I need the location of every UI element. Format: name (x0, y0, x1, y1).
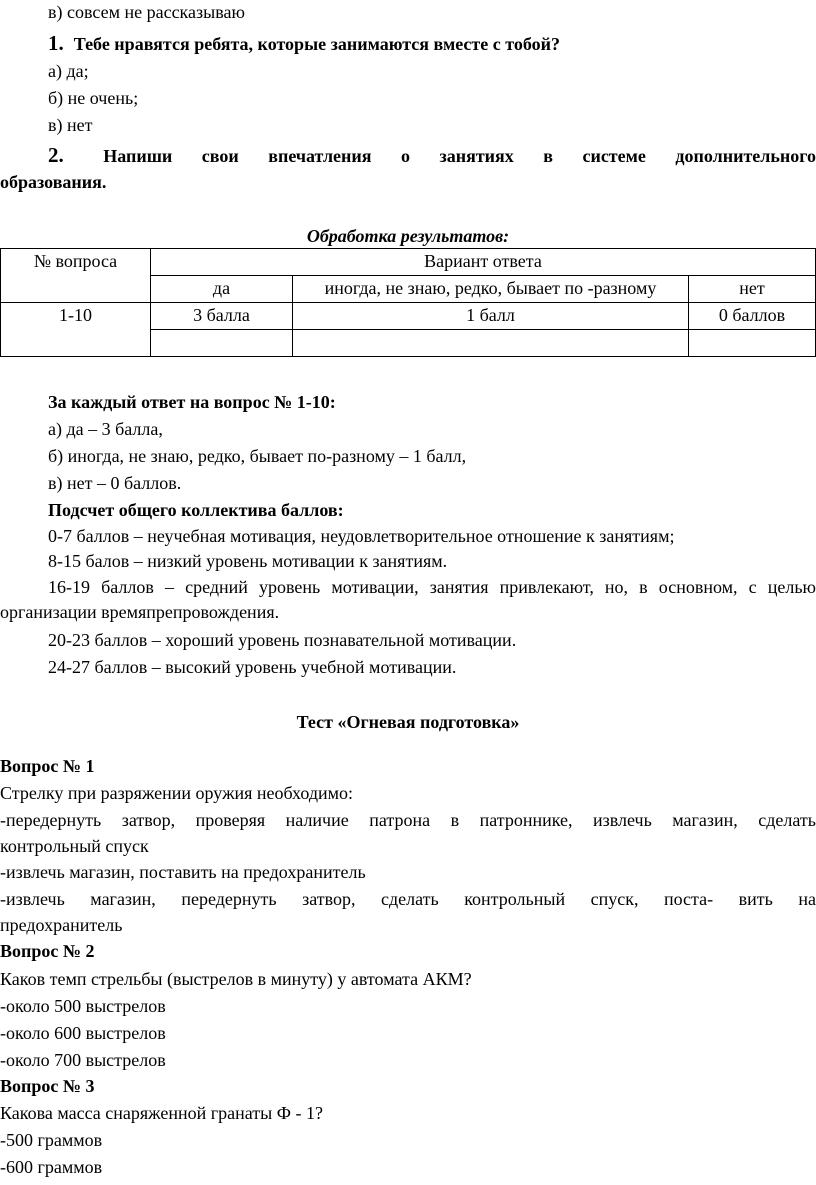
header-no: нет (689, 276, 816, 303)
answer-option: -500 граммов (0, 1130, 103, 1150)
header-variant: Вариант ответа (151, 249, 816, 276)
question-title: Вопрос № 1 (0, 756, 95, 776)
scoring-item: в) нет – 0 баллов. (48, 473, 182, 493)
answer-option: -около 500 выстрелов (0, 996, 166, 1016)
answer-option-cont: предохранитель (0, 915, 123, 935)
level-item-cont: организации времяпрепровождения. (0, 602, 280, 622)
level-item: 8-15 балов – низкий уровень мотивации к занятиям. (48, 551, 448, 571)
results-table (0, 248, 816, 357)
option-text: в) нет (48, 115, 93, 135)
header-question: № вопроса (1, 249, 151, 303)
level-item: 0-7 баллов – неучебная мотивация, неудовлетворительное отношение к занятиям; (48, 526, 675, 546)
question-text: Напиши свои впечатления о занятиях в системе дополнительного (103, 146, 816, 166)
question-number: 1. (48, 31, 64, 55)
test-title: Тест «Огневая подготовка» (296, 712, 520, 732)
answer-option-cont: контрольный спуск (0, 836, 149, 856)
results-title: Обработка результатов: (306, 226, 510, 246)
answer-option: -извлечь магазин, поставить на предохранитель (0, 862, 366, 882)
option-text: а) да; (48, 61, 89, 81)
scoring-item: а) да – 3 балла, (48, 419, 163, 439)
option-text: б) не очень; (48, 88, 139, 108)
question-text: Каков темп стрельбы (выстрелов в минуту) у автомата АКМ? (0, 969, 472, 989)
empty-cell (151, 330, 293, 357)
answer-option: -извлечь магазин, передернуть затвор, сделать контрольный спуск, поста- вить на (0, 889, 816, 909)
scoring-item: б) иногда, не знаю, редко, бывает по-разному – 1 балл, (48, 446, 467, 466)
header-sometimes: иногда, не знаю, редко, бывает по -разному (293, 276, 689, 303)
question-number: 2. (48, 143, 64, 167)
level-item: 24-27 баллов – высокий уровень учебной мотивации. (48, 657, 457, 677)
option-text: в) совсем не рассказываю (48, 2, 245, 22)
question-text: Тебе нравятся ребята, которые занимаются вместе с тобой? (73, 34, 560, 54)
cell-no: 0 баллов (689, 303, 816, 330)
header-yes: да (151, 276, 293, 303)
level-item: 16-19 баллов – средний уровень мотивации, занятия привлекают, но, в основном, с целью (48, 577, 816, 597)
cell-question: 1-10 (1, 303, 151, 357)
question-1 (48, 32, 560, 55)
answer-option: -около 600 выстрелов (0, 1023, 166, 1043)
answer-option: -около 700 выстрелов (0, 1050, 166, 1070)
answer-option: -600 граммов (0, 1157, 103, 1177)
answer-option: -передернуть затвор, проверяя наличие патрона в патроннике, извлечь магазин, сделать (0, 810, 816, 830)
question-2 (48, 144, 816, 167)
question-text-cont: образования. (0, 172, 107, 192)
empty-cell (689, 330, 816, 357)
total-title: Подсчет общего коллектива баллов: (48, 500, 344, 520)
question-title: Вопрос № 2 (0, 941, 95, 961)
question-text: Стрелку при разряжении оружия необходимо: (0, 783, 353, 803)
question-title: Вопрос № 3 (0, 1076, 95, 1096)
level-item: 20-23 баллов – хороший уровень познавательной мотивации. (48, 630, 517, 650)
cell-sometimes: 1 балл (293, 303, 689, 330)
cell-yes: 3 балла (151, 303, 293, 330)
empty-cell (293, 330, 689, 357)
question-text: Какова масса снаряженной гранаты Ф - 1? (0, 1103, 323, 1123)
scoring-title: За каждый ответ на вопрос № 1-10: (48, 392, 336, 412)
